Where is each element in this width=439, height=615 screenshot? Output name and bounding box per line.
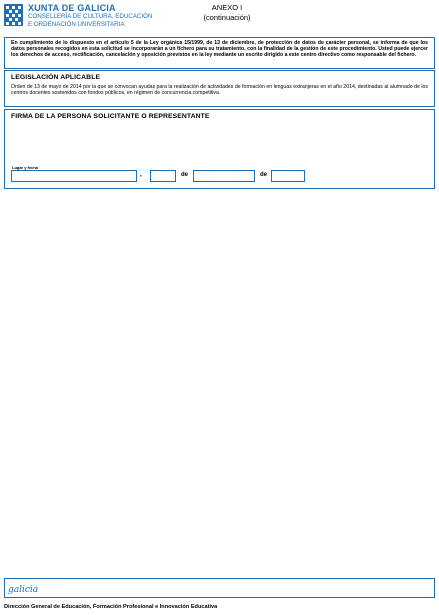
comma-separator: , (140, 172, 142, 178)
privacy-notice-text: En cumplimiento de lo dispuesto en el artículo 5 de la Ley orgánica 15/1999, de 13 de diciembre, de protección de datos de carácter personal, se informa de que los datos personales recogidos en esta solicitud se incorporarán a un fichero para su tratamiento, con la finalidad de la gestión de este procedimiento. Usted puede ejercer los derechos de acceso, rectificación, cancelación y oposición previstos en la ley mediante un escrito dirigido a este centro directivo como responsable del fichero. (11, 40, 428, 59)
footer-box (4, 578, 435, 598)
document-header (2, 2, 437, 36)
department-line-2: E ORDENACIÓN UNIVERSITARIA (28, 20, 125, 28)
annex-title: ANEXO I (211, 3, 243, 12)
galicia-brand-logo: galicia (8, 585, 39, 595)
department-line-1: CONSELLERÍA DE CULTURA, EDUCACIÓN (28, 13, 153, 20)
place-field[interactable] (11, 170, 137, 182)
day-field[interactable] (150, 170, 176, 182)
de-separator-1: de (181, 172, 189, 178)
month-field[interactable] (193, 170, 255, 182)
legislation-text: Orden de 13 de mayo de 2014 por la que se convocan ayudas para la realización de actividades de formación en lenguas extranjeras en el año 2014, destinadas al alumnado de los centros docentes sostenidos con fondos públicos, en régimen de concurrencia competitiva. (11, 84, 428, 97)
place-date-label: Lugar y fecha (12, 165, 39, 170)
department-name (28, 13, 178, 28)
legislation-box (4, 70, 435, 107)
signature-title: FIRMA DE LA PERSONA SOLICITANTE O REPRESENTANTE (11, 113, 210, 120)
annex-subtitle: (continuación) (203, 13, 251, 22)
org-title: XUNTA DE GALICIA (28, 3, 116, 13)
footer-department: Dirección General de Educación, Formación Profesional e Innovación Educativa (4, 604, 218, 610)
legislation-title: LEGISLACIÓN APLICABLE (11, 74, 101, 81)
xunta-logo-icon (4, 4, 23, 26)
signature-box (4, 109, 435, 189)
de-separator-2: de (260, 172, 268, 178)
annex-heading (177, 3, 277, 23)
year-field[interactable] (271, 170, 305, 182)
privacy-notice-box (4, 37, 435, 69)
